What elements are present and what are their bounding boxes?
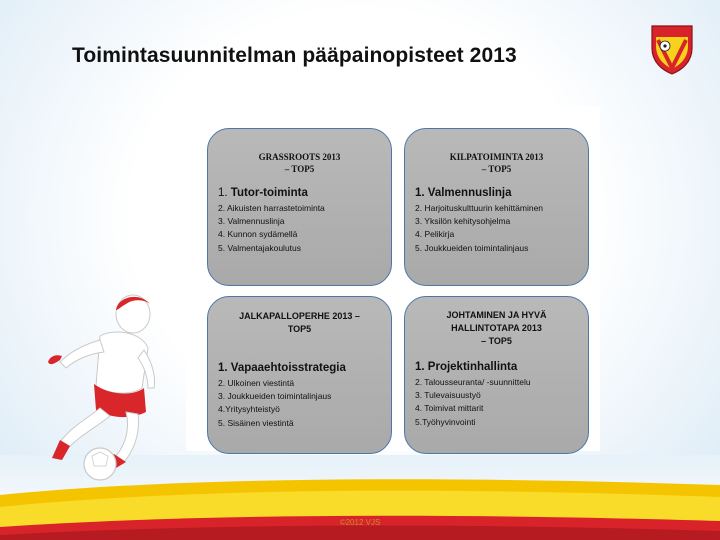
priority-list bbox=[208, 185, 391, 255]
box-johtaminen bbox=[404, 296, 589, 454]
list-item: 4.Yritysyhteistyö bbox=[218, 404, 280, 415]
box-title-line: JOHTAMINEN JA HYVÄ bbox=[446, 310, 547, 320]
list-item: 5. Sisäinen viestintä bbox=[218, 417, 294, 428]
box-kilpatoiminta bbox=[404, 128, 589, 286]
priority-list bbox=[405, 185, 588, 255]
list-item: 1. Vapaaehtoisstrategia bbox=[218, 362, 346, 374]
box-title bbox=[208, 310, 391, 336]
box-title bbox=[405, 151, 588, 175]
list-item: 3. Joukkueiden toimintalinjaus bbox=[218, 391, 332, 402]
list-item: 2. Aikuisten harrastetoiminta bbox=[218, 203, 325, 213]
list-item: 4. Pelikirja bbox=[415, 229, 455, 240]
list-item: 5. Valmentajakoulutus bbox=[218, 242, 302, 253]
box-grassroots bbox=[207, 128, 392, 286]
box-jalkapalloperhe bbox=[207, 296, 392, 454]
box-title-line: GRASSROOTS 2013 bbox=[258, 152, 341, 162]
list-item: 2. Ulkoinen viestintä bbox=[218, 378, 295, 388]
slide-title: Toimintasuunnitelman pääpainopisteet 2013 bbox=[72, 44, 517, 67]
list-item: 1. Valmennuslinja bbox=[415, 187, 512, 199]
list-item: 5. Joukkueiden toimintalinjaus bbox=[415, 242, 529, 253]
list-item: 4. Kunnon sydämellä bbox=[218, 229, 298, 240]
box-title bbox=[405, 309, 588, 348]
list-item: 5.Työhyvinvointi bbox=[415, 416, 476, 427]
box-title-line: – TOP5 bbox=[481, 336, 512, 346]
list-item: 4. Toimivat mittarit bbox=[415, 403, 484, 414]
box-title-line: KILPATOIMINTA 2013 bbox=[449, 152, 544, 162]
priorities-panel bbox=[186, 106, 600, 451]
priority-list bbox=[208, 360, 391, 430]
club-shield-logo-icon bbox=[650, 24, 694, 76]
box-title-line: – TOP5 bbox=[481, 164, 512, 174]
list-item: 2. Harjoituskulttuurin kehittäminen bbox=[415, 203, 544, 213]
box-title bbox=[208, 151, 391, 175]
box-title-line: TOP5 bbox=[287, 324, 312, 334]
box-title-line: – TOP5 bbox=[284, 164, 315, 174]
priority-list bbox=[405, 359, 588, 429]
footer-copyright: ©2012 VJS bbox=[339, 518, 381, 527]
football-player-icon bbox=[30, 292, 165, 487]
list-item: 3. Valmennuslinja bbox=[218, 216, 285, 227]
list-item: 2. Talousseuranta/ -suunnittelu bbox=[415, 377, 531, 387]
list-item: 3. Yksilön kehitysohjelma bbox=[415, 216, 511, 227]
box-title-line: HALLINTOTAPA 2013 bbox=[451, 323, 542, 333]
list-item: 1. Projektinhallinta bbox=[415, 361, 518, 373]
list-item: 1. Tutor-toiminta bbox=[218, 187, 308, 199]
list-item: 3. Tulevaisuustyö bbox=[415, 390, 481, 401]
box-title-line: JALKAPALLOPERHE 2013 – bbox=[239, 311, 360, 321]
